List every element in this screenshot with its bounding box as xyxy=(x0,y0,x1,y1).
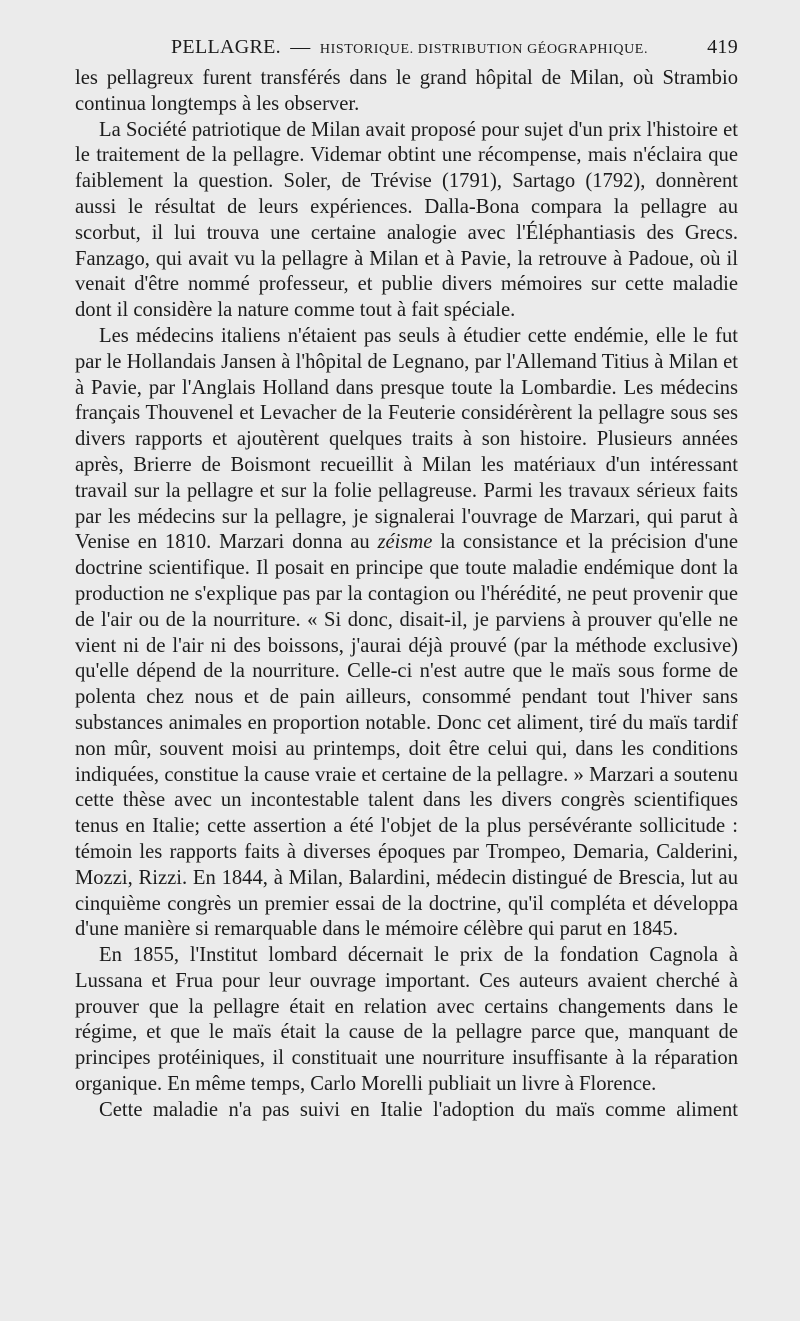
paragraph-final-line: Cette maladie n'a pas suivi en Italie l'adoption du maïs comme aliment xyxy=(99,1098,738,1121)
paragraph-medecins-italiens xyxy=(75,324,738,943)
page-number: 419 xyxy=(707,36,738,58)
header-separator: — xyxy=(290,36,311,58)
paragraph-societe-patriotique: La Société patriotique de Milan avait proposé pour sujet d'un prix l'histoire et le traitement de la pellagre. Videmar obtint une récompense, mais n'éclaira que faiblement la question. Soler, de Trévise (1791), Sartago (1792), donnèrent aussi le résultat de leurs expériences. Dalla-Bona compara la pellagre au scorbut, il lui trouva une certaine analogie avec l'Éléphantiasis des Grecs. Fanzago, qui avait vu la pellagre à Milan et à Pavie, la retrouve à Padoue, où il venait d'être nommé professeur, et publie divers mémoires sur cette maladie dont il considère la nature comme tout à fait spéciale. xyxy=(75,118,738,322)
paragraph-text-part-2: la consistance et la précision d'une doctrine scientifique. Il posait en principe que toute maladie endémique dont la production ne s'explique pas par la contagion ou l'hérédité, ne peut provenir que de l'air ou de la nourriture. « Si donc, disait-il, je parviens à prouver qu'elle ne vient ni de l'air ni des boissons, j'aurai déjà prouvé (par la méthode exclusive) qu'elle dépend de la nourriture. Celle-ci n'est autre que le maïs sous forme de polenta chez nous et de pain ailleurs, consommé pendant tout l'hiver sans substances animales en proportion notable. Donc cet aliment, tiré du maïs tardif non mûr, souvent moisi au printemps, doit être celui qui, dans les conditions indiquées, constitue la cause vraie et certaine de la pellagre. » Marzari a soutenu cette thèse avec un incontestable talent dans les divers congrès scientifiques tenus en Italie; cette assertion a été l'objet de la plus persévérante sollicitude : témoin les rapports faits à diverses époques par Trompeo, Demaria, Calderini, Mozzi, Rizzi. En 1844, à Milan, Balardini, médecin distingué de Brescia, lut au cinquième congrès un premier essai de la doctrine, qu'il compléta et développa d'une manière si remarquable dans le mémoire célèbre qui parut en 1845. xyxy=(75,531,738,941)
paragraph-continued: les pellagreux furent transférés dans le grand hôpital de Milan, où Strambio continua longtemps à les observer. xyxy=(75,67,738,115)
running-head-text xyxy=(171,36,648,59)
paragraph-institut-lombard: En 1855, l'Institut lombard décernait le prix de la fondation Cagnola à Lussana et Frua pour leur ouvrage important. Ces auteurs avaient cherché à prouver que la pellagre était en relation avec certains changements dans le régime, et que le maïs était la cause de la pellagre parce que, manquant de principes protéiniques, il constituait une nourriture insuffisante à la réparation organique. En même temps, Carlo Morelli publiait un livre à Florence. xyxy=(75,944,738,1096)
chapter-title: PELLAGRE. xyxy=(171,36,281,58)
running-head xyxy=(75,36,738,66)
section-subtitle: HISTORIQUE. DISTRIBUTION GÉOGRAPHIQUE. xyxy=(319,42,649,57)
italic-term: zéisme xyxy=(377,531,433,554)
paragraph-text-part-1: Les médecins italiens n'étaient pas seuls à étudier cette endémie, elle le fut par le Hollandais Jansen à l'hôpital de Legnano, par l'Allemand Titius à Milan et à Pavie, par l'Anglais Holland dans presque toute la Lombardie. Les médecins français Thouvenel et Levacher de la Feuterie considérèrent la pellagre sous ses divers rapports et ajoutèrent quelques traits à son histoire. Plusieurs années après, Brierre de Boismont recueillit à Milan les matériaux d'un intéressant travail sur la pellagre et sur la folie pellagreuse. Parmi les travaux sérieux faits par les médecins sur la pellagre, je signalerai l'ouvrage de Marzari, qui parut à Venise en 1810. Marzari donna au xyxy=(75,324,738,554)
body-text xyxy=(75,66,738,1124)
